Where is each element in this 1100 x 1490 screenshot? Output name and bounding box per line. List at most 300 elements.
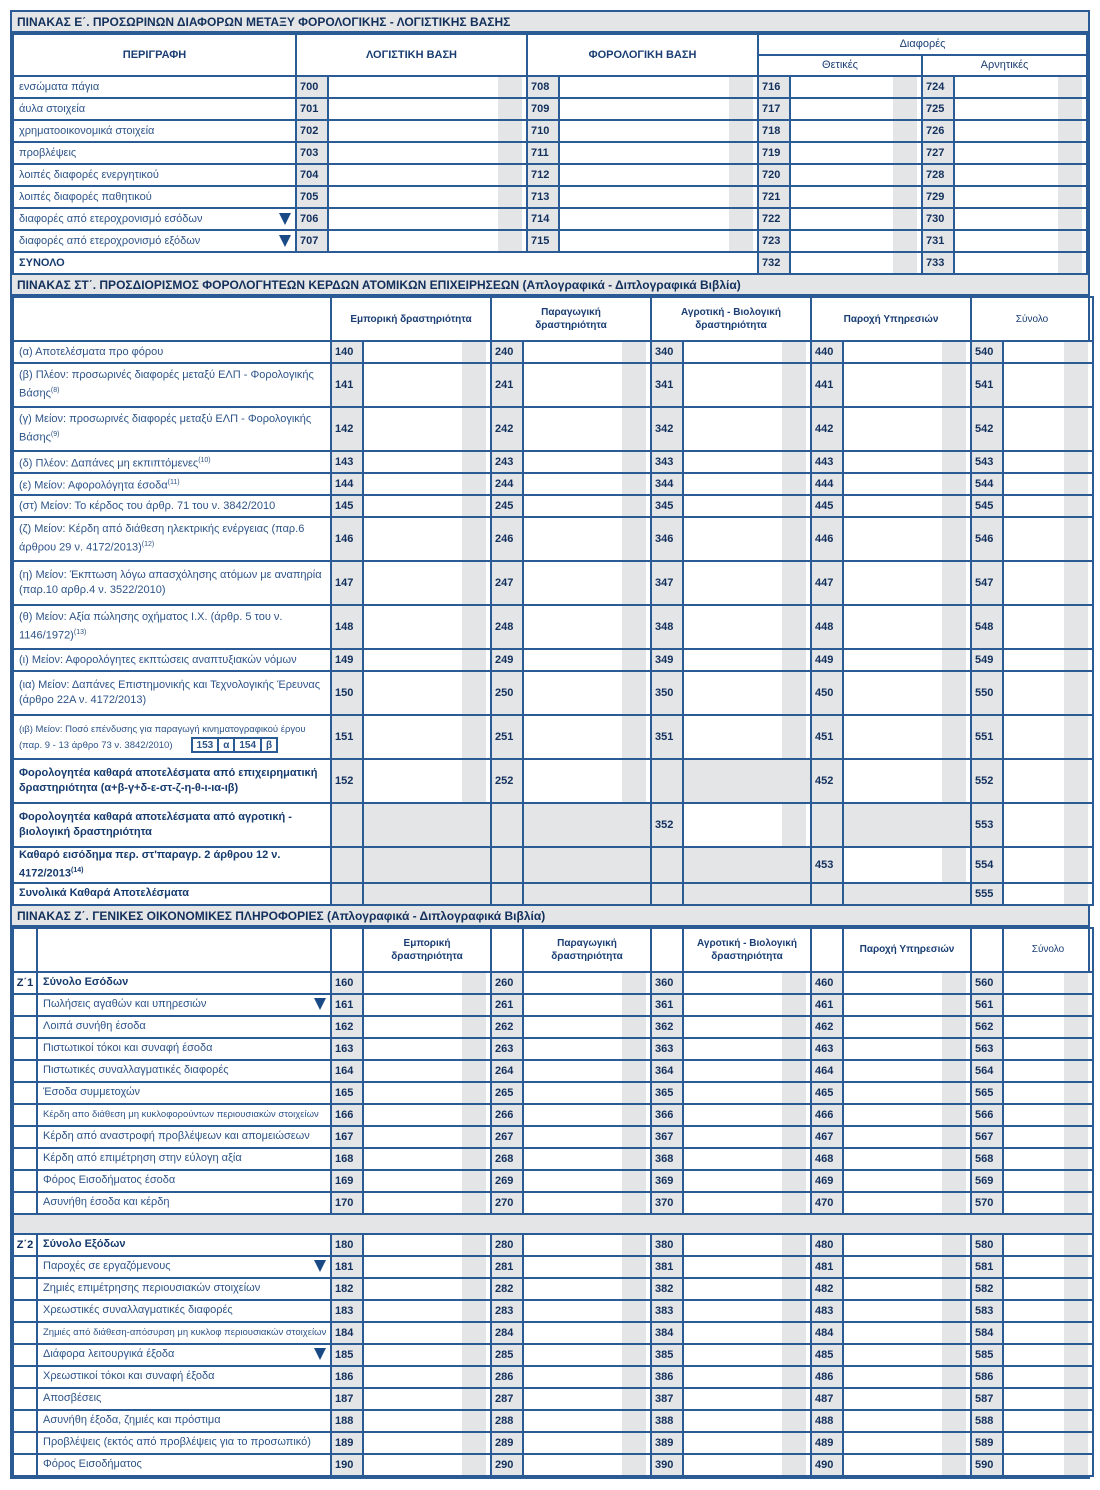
total-positive-input[interactable] [790, 252, 922, 274]
field-code: 547 [971, 561, 1003, 605]
amount-input[interactable] [683, 407, 811, 451]
amount-input[interactable] [1003, 1278, 1093, 1300]
table-st-row [13, 605, 1093, 649]
table-st-row [13, 495, 1093, 517]
field-code: 342 [651, 407, 683, 451]
amount-input[interactable] [843, 1104, 971, 1126]
amount-input[interactable] [363, 605, 491, 649]
amount-input[interactable] [954, 120, 1087, 142]
amount-input[interactable] [790, 120, 922, 142]
table-st-row [13, 715, 1093, 759]
amount-input[interactable] [843, 495, 971, 517]
amount-input[interactable] [1003, 473, 1093, 495]
amount-input[interactable] [363, 1300, 491, 1322]
amount-input[interactable] [523, 1322, 651, 1344]
field-code: 441 [811, 363, 843, 407]
amount-input[interactable] [523, 1192, 651, 1214]
amount-input[interactable] [843, 715, 971, 759]
amount-input[interactable] [790, 76, 922, 98]
field-code: 561 [971, 994, 1003, 1016]
row-description [13, 803, 331, 847]
amount-input[interactable] [843, 1256, 971, 1278]
amount-input[interactable] [1003, 1170, 1093, 1192]
dropdown-arrow-icon[interactable] [279, 235, 291, 247]
amount-input[interactable] [523, 972, 651, 994]
field-code: 717 [758, 98, 790, 120]
amount-input[interactable] [683, 1366, 811, 1388]
row-description [13, 407, 331, 451]
amount-input[interactable] [523, 517, 651, 561]
amount-input[interactable] [559, 230, 758, 252]
amount-input[interactable] [363, 1388, 491, 1410]
amount-input[interactable] [363, 1148, 491, 1170]
amount-input[interactable] [843, 649, 971, 671]
amount-input[interactable] [683, 1278, 811, 1300]
amount-input[interactable] [843, 1432, 971, 1454]
dropdown-arrow-icon[interactable] [314, 1348, 326, 1360]
amount-input[interactable] [1003, 605, 1093, 649]
amount-input[interactable] [328, 98, 527, 120]
amount-input[interactable] [843, 759, 971, 803]
field-code: 467 [811, 1126, 843, 1148]
amount-input[interactable] [954, 164, 1087, 186]
amount-input[interactable] [683, 649, 811, 671]
row-description [37, 1300, 331, 1322]
amount-input[interactable] [1003, 759, 1093, 803]
amount-input[interactable] [843, 1060, 971, 1082]
amount-input[interactable] [328, 208, 527, 230]
amount-input[interactable] [523, 1148, 651, 1170]
amount-input[interactable] [559, 164, 758, 186]
amount-input[interactable] [363, 407, 491, 451]
amount-input[interactable] [328, 186, 527, 208]
amount-input[interactable] [523, 1432, 651, 1454]
amount-input[interactable] [683, 1016, 811, 1038]
amount-input[interactable] [683, 671, 811, 715]
amount-input[interactable] [1003, 972, 1093, 994]
amount-input[interactable] [559, 142, 758, 164]
disabled-field [683, 883, 811, 905]
field-code [331, 883, 363, 905]
amount-input[interactable] [683, 803, 811, 847]
field-code: 585 [971, 1344, 1003, 1366]
amount-input[interactable] [523, 1256, 651, 1278]
amount-input[interactable] [363, 1060, 491, 1082]
field-code: 286 [491, 1366, 523, 1388]
amount-input[interactable] [559, 208, 758, 230]
amount-input[interactable] [523, 473, 651, 495]
amount-input[interactable] [683, 1432, 811, 1454]
amount-input[interactable] [790, 164, 922, 186]
amount-input[interactable] [1003, 1016, 1093, 1038]
field-code: 445 [811, 495, 843, 517]
amount-input[interactable] [523, 1234, 651, 1256]
amount-input[interactable] [523, 1278, 651, 1300]
amount-input[interactable] [363, 1016, 491, 1038]
field-code: 369 [651, 1170, 683, 1192]
table-z-title [12, 906, 1088, 927]
amount-input[interactable] [683, 451, 811, 473]
amount-input[interactable] [363, 1104, 491, 1126]
amount-input[interactable] [523, 363, 651, 407]
row-label: (ια) Μείον: Δαπάνες Επιστημονικής και Τεχνολογικής Έρευνας (άρθρο 22Α ν. 4172/2013) [19, 679, 321, 706]
amount-input[interactable] [954, 76, 1087, 98]
amount-input[interactable] [843, 1322, 971, 1344]
amount-input[interactable] [363, 972, 491, 994]
amount-input[interactable] [363, 1366, 491, 1388]
field-code: 284 [491, 1322, 523, 1344]
field-code: 553 [971, 803, 1003, 847]
amount-input[interactable] [683, 1344, 811, 1366]
amount-input[interactable] [683, 561, 811, 605]
amount-input[interactable] [683, 1170, 811, 1192]
amount-input[interactable] [1003, 847, 1093, 883]
row-label: (γ) Μείον: προσωρινές διαφορές μεταξύ ΕΛΠ - Φορολογικής Βάσης [19, 413, 312, 444]
amount-input[interactable] [363, 1170, 491, 1192]
amount-input[interactable] [1003, 1148, 1093, 1170]
amount-input[interactable] [523, 1060, 651, 1082]
amount-input[interactable] [523, 1388, 651, 1410]
amount-input[interactable] [523, 451, 651, 473]
amount-input[interactable] [683, 495, 811, 517]
amount-input[interactable] [363, 473, 491, 495]
amount-input[interactable] [843, 1300, 971, 1322]
amount-input[interactable] [559, 98, 758, 120]
amount-input[interactable] [363, 1038, 491, 1060]
amount-input[interactable] [363, 363, 491, 407]
amount-input[interactable] [1003, 1234, 1093, 1256]
amount-input[interactable] [843, 1170, 971, 1192]
amount-input[interactable] [683, 1082, 811, 1104]
amount-input[interactable] [523, 495, 651, 517]
amount-input[interactable] [843, 1038, 971, 1060]
amount-input[interactable] [523, 715, 651, 759]
amount-input[interactable] [1003, 1192, 1093, 1214]
table-z-row [13, 1410, 1093, 1432]
amount-input[interactable] [843, 1016, 971, 1038]
amount-input[interactable] [363, 671, 491, 715]
amount-input[interactable] [1003, 994, 1093, 1016]
amount-input[interactable] [843, 1454, 971, 1476]
table-z-row [13, 1432, 1093, 1454]
field-code: 540 [971, 341, 1003, 363]
amount-input[interactable] [843, 363, 971, 407]
field-code: 569 [971, 1170, 1003, 1192]
field-code: 164 [331, 1060, 363, 1082]
amount-input[interactable] [1003, 1256, 1093, 1278]
amount-input[interactable] [683, 1454, 811, 1476]
amount-input[interactable] [363, 1126, 491, 1148]
amount-input[interactable] [843, 1192, 971, 1214]
amount-input[interactable] [843, 671, 971, 715]
amount-input[interactable] [954, 186, 1087, 208]
field-code: 714 [527, 208, 559, 230]
amount-input[interactable] [363, 759, 491, 803]
field-code: 349 [651, 649, 683, 671]
amount-input[interactable] [1003, 803, 1093, 847]
total-negative-input[interactable] [954, 252, 1087, 274]
amount-input[interactable] [1003, 407, 1093, 451]
field-code: 470 [811, 1192, 843, 1214]
amount-input[interactable] [363, 1454, 491, 1476]
amount-input[interactable] [683, 1410, 811, 1432]
footnote-ref: (10) [198, 456, 211, 464]
amount-input[interactable] [523, 649, 651, 671]
amount-input[interactable] [790, 142, 922, 164]
amount-input[interactable] [683, 1388, 811, 1410]
amount-input[interactable] [683, 994, 811, 1016]
group-id [13, 1344, 37, 1366]
amount-input[interactable] [683, 1256, 811, 1278]
amount-input[interactable] [843, 1278, 971, 1300]
field-code: 582 [971, 1278, 1003, 1300]
amount-input[interactable] [1003, 1322, 1093, 1344]
amount-input[interactable] [790, 208, 922, 230]
field-code: 181 [331, 1256, 363, 1278]
row-label: άυλα στοιχεία [19, 102, 86, 115]
amount-input[interactable] [363, 561, 491, 605]
amount-input[interactable] [1003, 1104, 1093, 1126]
amount-input[interactable] [843, 561, 971, 605]
field-code: 186 [331, 1366, 363, 1388]
amount-input[interactable] [683, 1148, 811, 1170]
amount-input[interactable] [683, 517, 811, 561]
field-code: 184 [331, 1322, 363, 1344]
amount-input[interactable] [1003, 1344, 1093, 1366]
amount-input[interactable] [1003, 1038, 1093, 1060]
amount-input[interactable] [683, 1234, 811, 1256]
table-z-row [13, 1278, 1093, 1300]
amount-input[interactable] [1003, 1126, 1093, 1148]
amount-input[interactable] [843, 1388, 971, 1410]
amount-input[interactable] [523, 1038, 651, 1060]
amount-input[interactable] [363, 495, 491, 517]
amount-input[interactable] [363, 1082, 491, 1104]
amount-input[interactable] [1003, 561, 1093, 605]
group-id [13, 1278, 37, 1300]
field-code: 381 [651, 1256, 683, 1278]
amount-input[interactable] [523, 1366, 651, 1388]
field-code: 543 [971, 451, 1003, 473]
amount-input[interactable] [1003, 517, 1093, 561]
amount-input[interactable] [1003, 1060, 1093, 1082]
amount-input[interactable] [523, 1410, 651, 1432]
row-description [13, 120, 296, 142]
amount-input[interactable] [328, 142, 527, 164]
amount-input[interactable] [683, 1192, 811, 1214]
amount-input[interactable] [683, 1060, 811, 1082]
amount-input[interactable] [523, 605, 651, 649]
amount-input[interactable] [523, 1454, 651, 1476]
field-code [491, 803, 523, 847]
field-code: 370 [651, 1192, 683, 1214]
amount-input[interactable] [683, 715, 811, 759]
field-code: 183 [331, 1300, 363, 1322]
amount-input[interactable] [954, 142, 1087, 164]
amount-input[interactable] [1003, 1410, 1093, 1432]
amount-input[interactable] [523, 407, 651, 451]
amount-input[interactable] [790, 186, 922, 208]
field-code: 706 [296, 208, 328, 230]
amount-input[interactable] [328, 164, 527, 186]
amount-input[interactable] [790, 98, 922, 120]
amount-input[interactable] [843, 605, 971, 649]
amount-input[interactable] [1003, 341, 1093, 363]
amount-input[interactable] [363, 1322, 491, 1344]
field-code: 150 [331, 671, 363, 715]
amount-input[interactable] [363, 517, 491, 561]
amount-input[interactable] [363, 1256, 491, 1278]
header-differences: Διαφορές [758, 34, 1087, 55]
amount-input[interactable] [843, 1410, 971, 1432]
amount-input[interactable] [523, 1344, 651, 1366]
row-description [37, 1322, 331, 1344]
amount-input[interactable] [843, 517, 971, 561]
amount-input[interactable] [843, 1126, 971, 1148]
amount-input[interactable] [843, 1344, 971, 1366]
amount-input[interactable] [954, 98, 1087, 120]
amount-input[interactable] [363, 1410, 491, 1432]
amount-input[interactable] [843, 1366, 971, 1388]
amount-input[interactable] [683, 605, 811, 649]
field-code: 346 [651, 517, 683, 561]
amount-input[interactable] [843, 1234, 971, 1256]
amount-input[interactable] [683, 473, 811, 495]
dropdown-arrow-icon[interactable] [314, 998, 326, 1010]
amount-input[interactable] [523, 994, 651, 1016]
amount-input[interactable] [683, 1104, 811, 1126]
amount-input[interactable] [683, 341, 811, 363]
field-code: 709 [527, 98, 559, 120]
field-code: 480 [811, 1234, 843, 1256]
amount-input[interactable] [328, 76, 527, 98]
amount-input[interactable] [523, 341, 651, 363]
amount-input[interactable] [363, 994, 491, 1016]
amount-input[interactable] [363, 1278, 491, 1300]
amount-input[interactable] [843, 407, 971, 451]
row-label: (ιβ) Μείον: Ποσό επένδυσης για παραγωγή κινηματογραφικού έργου [19, 723, 306, 735]
amount-input[interactable] [1003, 649, 1093, 671]
amount-input[interactable] [363, 1234, 491, 1256]
amount-input[interactable] [328, 120, 527, 142]
amount-input[interactable] [843, 1082, 971, 1104]
table-z-row [13, 1256, 1093, 1278]
row-description [13, 473, 331, 495]
amount-input[interactable] [843, 994, 971, 1016]
amount-input[interactable] [683, 972, 811, 994]
amount-input[interactable] [523, 561, 651, 605]
group-id [13, 1082, 37, 1104]
amount-input[interactable] [1003, 1366, 1093, 1388]
amount-input[interactable] [683, 1322, 811, 1344]
footnote-ref: (13) [73, 629, 87, 637]
amount-input[interactable] [363, 1192, 491, 1214]
amount-input[interactable] [363, 1432, 491, 1454]
group-id [13, 1432, 37, 1454]
field-code: 562 [971, 1016, 1003, 1038]
table-e-row [13, 164, 1087, 186]
amount-input[interactable] [843, 451, 971, 473]
amount-input[interactable] [363, 1344, 491, 1366]
amount-input[interactable] [954, 230, 1087, 252]
amount-input[interactable] [559, 186, 758, 208]
amount-input[interactable] [1003, 715, 1093, 759]
amount-input[interactable] [1003, 1300, 1093, 1322]
amount-input[interactable] [1003, 1082, 1093, 1104]
amount-input[interactable] [843, 847, 971, 883]
row-label: Χρεωστικές συναλλαγματικές διαφορές [43, 1304, 233, 1317]
amount-input[interactable] [1003, 671, 1093, 715]
row-label: (ζ) Μείον: Κέρδη από διάθεση ηλεκτρικής ενέργειας (παρ.6 άρθρου 29 ν. 4172/2013) [19, 523, 305, 554]
amount-input[interactable] [683, 1126, 811, 1148]
amount-input[interactable] [559, 76, 758, 98]
amount-input[interactable] [790, 230, 922, 252]
amount-input[interactable] [523, 1082, 651, 1104]
field-code: 267 [491, 1126, 523, 1148]
amount-input[interactable] [363, 451, 491, 473]
total-code-positive: 732 [758, 252, 790, 274]
amount-input[interactable] [1003, 451, 1093, 473]
amount-input[interactable] [843, 1148, 971, 1170]
amount-input[interactable] [523, 1104, 651, 1126]
amount-input[interactable] [843, 473, 971, 495]
table-st-row [13, 363, 1093, 407]
dropdown-arrow-icon[interactable] [314, 1260, 326, 1272]
disabled-field [683, 847, 811, 883]
amount-input[interactable] [523, 1300, 651, 1322]
amount-input[interactable] [523, 1170, 651, 1192]
amount-input[interactable] [683, 1038, 811, 1060]
amount-input[interactable] [843, 972, 971, 994]
amount-input[interactable] [363, 341, 491, 363]
field-code: 584 [971, 1322, 1003, 1344]
group-id: Ζ΄1 [13, 972, 37, 994]
amount-input[interactable] [1003, 363, 1093, 407]
row-description [37, 1038, 331, 1060]
amount-input[interactable] [683, 363, 811, 407]
amount-input[interactable] [363, 649, 491, 671]
amount-input[interactable] [683, 1300, 811, 1322]
amount-input[interactable] [1003, 1432, 1093, 1454]
amount-input[interactable] [523, 1126, 651, 1148]
amount-input[interactable] [1003, 495, 1093, 517]
code-header-blank [811, 928, 843, 972]
sub-codes [193, 737, 279, 753]
table-z-row [13, 972, 1093, 994]
field-code: 162 [331, 1016, 363, 1038]
field-code: 723 [758, 230, 790, 252]
amount-input[interactable] [1003, 1388, 1093, 1410]
amount-input[interactable] [363, 715, 491, 759]
amount-input[interactable] [523, 1016, 651, 1038]
amount-input[interactable] [559, 120, 758, 142]
amount-input[interactable] [843, 341, 971, 363]
amount-input[interactable] [328, 230, 527, 252]
field-code: 146 [331, 517, 363, 561]
amount-input[interactable] [954, 208, 1087, 230]
group-id [13, 994, 37, 1016]
row-label: Ασυνήθη έσοδα και κέρδη [43, 1196, 170, 1209]
field-code: 382 [651, 1278, 683, 1300]
amount-input[interactable] [1003, 1454, 1093, 1476]
amount-input[interactable] [523, 671, 651, 715]
amount-input[interactable] [1003, 883, 1093, 905]
table-st-title-text: ΠΙΝΑΚΑΣ ΣΤ΄. ΠΡΟΣΔΙΟΡΙΣΜΟΣ ΦΟΡΟΛΟΓΗΤΕΩΝ ΚΕΡΔΩΝ ΑΤΟΜΙΚΩΝ ΕΠΙΧΕΙΡΗΣΕΩΝ [17, 278, 520, 292]
dropdown-arrow-icon[interactable] [279, 213, 291, 225]
table-st-row [13, 407, 1093, 451]
table-z-row [13, 1148, 1093, 1170]
amount-input[interactable] [523, 759, 651, 803]
